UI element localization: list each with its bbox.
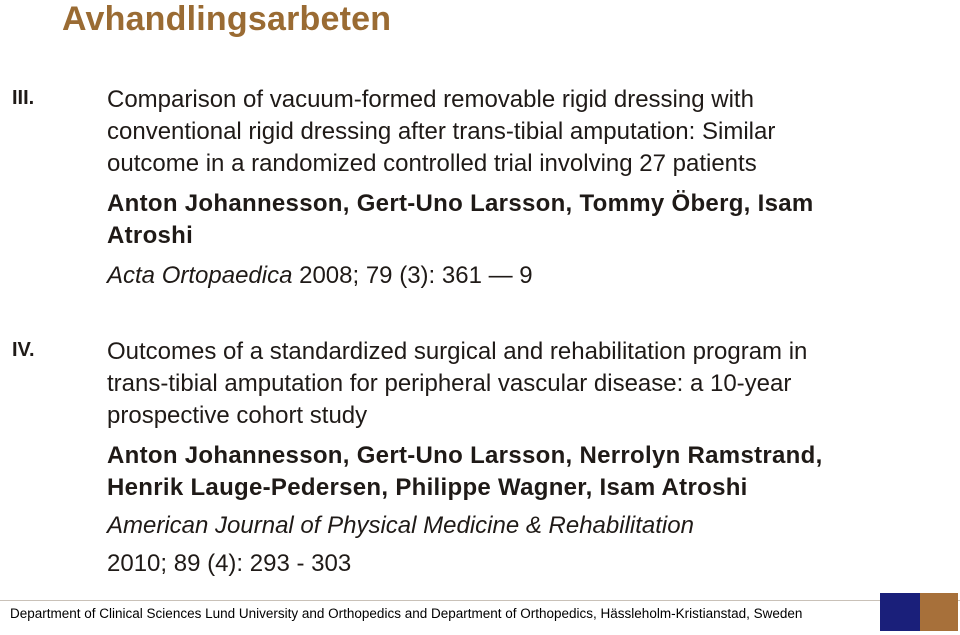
publication-authors-line: Atroshi <box>107 222 194 249</box>
journal-name: American Journal of Physical Medicine & Rehabilitation <box>107 512 694 539</box>
publication-title-line: Outcomes of a standardized surgical and rehabilitation program in <box>107 338 808 365</box>
publication-authors-line: Anton Johannesson, Gert-Uno Larsson, Nerrolyn Ramstrand, <box>107 442 823 469</box>
item-numeral: III. <box>12 87 35 109</box>
publication-title-line: prospective cohort study <box>107 402 368 429</box>
publication-entry <box>107 84 927 292</box>
item-numeral: IV. <box>12 339 35 361</box>
logo-blue-block <box>880 593 920 631</box>
page-title: Avhandlingsarbeten <box>62 0 392 38</box>
publication-journal <box>107 510 927 542</box>
logo-brown-block <box>920 593 958 631</box>
publication-entry <box>107 336 927 580</box>
footer <box>0 600 960 635</box>
publication-journal <box>107 260 927 292</box>
publication-title-line: conventional rigid dressing after trans-tibial amputation: Similar <box>107 118 776 145</box>
publication-title-line: trans-tibial amputation for peripheral vascular disease: a 10-year <box>107 370 792 397</box>
footer-text: Department of Clinical Sciences Lund University and Orthopedics and Department of Orthopedics, Hässleholm-Kristianstad, Sweden <box>10 606 803 621</box>
publication-authors-line: Henrik Lauge-Pedersen, Philippe Wagner, Isam Atroshi <box>107 474 748 501</box>
journal-name: Acta Ortopaedica <box>107 262 293 289</box>
journal-reference: 2008; 79 (3): 361 — 9 <box>299 262 533 289</box>
journal-reference: 2010; 89 (4): 293 - 303 <box>107 550 352 577</box>
publication-title-line: outcome in a randomized controlled trial involving 27 patients <box>107 150 757 177</box>
publication-title-line: Comparison of vacuum-formed removable rigid dressing with <box>107 86 754 113</box>
publication-authors-line: Anton Johannesson, Gert-Uno Larsson, Tommy Öberg, Isam <box>107 190 814 217</box>
